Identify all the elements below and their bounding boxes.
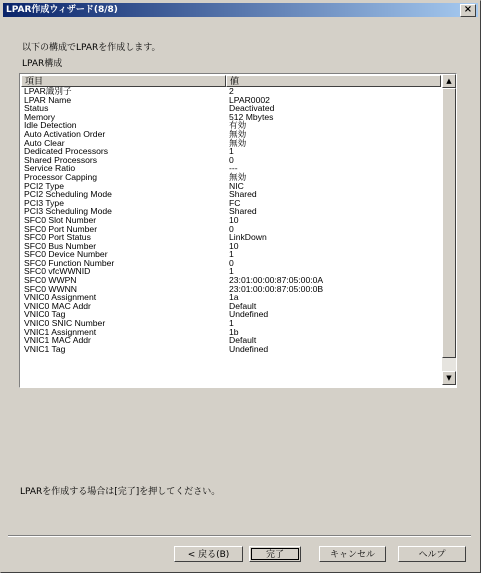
scroll-down-icon[interactable]: ▼ <box>442 371 456 385</box>
row-item: PCI2 Type <box>24 180 64 191</box>
row-item: VNIC0 MAC Addr <box>24 300 91 311</box>
row-item: SFC0 vfcWWNID <box>24 266 91 277</box>
row-value: Shared <box>229 206 257 217</box>
row-value: 512 Mbytes <box>229 111 274 122</box>
row-value: 0 <box>229 154 234 165</box>
row-value: 無効 <box>229 137 247 148</box>
footer-message: LPARを作成する場合は[完了]を押してください。 <box>20 487 221 497</box>
row-item: LPAR識別子 <box>24 86 72 96</box>
lpar-config-list[interactable] <box>19 73 457 388</box>
row-item: Service Ratio <box>24 163 76 174</box>
table-row[interactable] <box>21 345 441 354</box>
row-value: NIC <box>229 180 244 191</box>
row-item: VNIC1 MAC Addr <box>24 335 91 346</box>
row-value: LinkDown <box>229 232 267 243</box>
window-title: LPAR作成ウィザード(8/8) <box>6 5 118 15</box>
row-item: Status <box>24 103 49 114</box>
row-value: 1 <box>229 146 234 157</box>
finish-button[interactable]: 完了 <box>249 546 301 562</box>
row-item: Idle Detection <box>24 120 77 131</box>
close-icon[interactable]: × <box>460 4 476 17</box>
row-item: SFC0 Device Number <box>24 249 108 260</box>
row-item: Dedicated Processors <box>24 146 109 157</box>
cancel-button[interactable]: キャンセル <box>319 546 386 562</box>
row-item: VNIC0 SNIC Number <box>24 318 106 329</box>
row-value: 無効 <box>229 128 247 139</box>
row-value: 10 <box>229 240 239 251</box>
row-item: PCI3 Type <box>24 197 64 208</box>
row-value: 2 <box>229 86 234 96</box>
row-item: SFC0 Port Number <box>24 223 98 234</box>
row-value: Default <box>229 335 257 346</box>
row-value: 23:01:00:00:87:05:00:0A <box>229 275 324 286</box>
row-value: --- <box>229 163 238 174</box>
scroll-up-icon[interactable]: ▲ <box>442 74 456 88</box>
row-item: VNIC1 Tag <box>24 343 66 354</box>
row-value: Undefined <box>229 343 269 354</box>
title-bar[interactable] <box>3 3 478 17</box>
row-value: Undefined <box>229 309 269 320</box>
row-value: 10 <box>229 214 239 225</box>
row-item: Processor Capping <box>24 171 98 182</box>
row-item: PCI3 Scheduling Mode <box>24 206 112 217</box>
row-item: Auto Clear <box>24 137 65 148</box>
row-value: 0 <box>229 223 234 234</box>
row-item: SFC0 Function Number <box>24 257 115 268</box>
row-value: 有効 <box>229 120 247 131</box>
section-label: LPAR構成 <box>22 59 63 69</box>
row-value: 0 <box>229 257 234 268</box>
row-value: Deactivated <box>229 103 275 114</box>
list-viewport <box>21 75 441 386</box>
row-item: VNIC0 Assignment <box>24 292 97 303</box>
row-item: SFC0 Slot Number <box>24 214 97 225</box>
row-value: 1 <box>229 266 234 277</box>
row-value: 1b <box>229 326 239 337</box>
row-item: LPAR Name <box>24 94 72 105</box>
row-value: 23:01:00:00:87:05:00:0B <box>229 283 324 294</box>
row-item: SFC0 Port Status <box>24 232 91 243</box>
button-separator <box>8 535 471 537</box>
column-header-item[interactable]: 項目 <box>21 75 226 87</box>
row-value: 無効 <box>229 171 247 182</box>
scroll-thumb[interactable] <box>442 88 456 358</box>
row-item: Shared Processors <box>24 154 98 165</box>
help-button[interactable]: ヘルプ <box>398 546 466 562</box>
row-value: LPAR0002 <box>229 94 270 105</box>
row-item: Memory <box>24 111 56 122</box>
column-header-value[interactable]: 値 <box>226 75 441 87</box>
row-item: SFC0 WWNN <box>24 283 77 294</box>
row-value: 1 <box>229 249 234 260</box>
row-item: Auto Activation Order <box>24 128 106 139</box>
vertical-scrollbar[interactable] <box>442 74 456 385</box>
intro-text: 以下の構成でLPARを作成します。 <box>22 43 161 53</box>
row-item: SFC0 WWPN <box>24 275 77 286</box>
row-value: Default <box>229 300 257 311</box>
row-value: FC <box>229 197 241 208</box>
back-button[interactable]: < 戻る(B) <box>174 546 243 562</box>
row-item: VNIC0 Tag <box>24 309 66 320</box>
row-value: Shared <box>229 189 257 200</box>
row-item: SFC0 Bus Number <box>24 240 97 251</box>
row-item: VNIC1 Assignment <box>24 326 97 337</box>
list-rows <box>21 87 441 353</box>
row-value: 1 <box>229 318 234 329</box>
row-item: PCI2 Scheduling Mode <box>24 189 112 200</box>
row-value: 1a <box>229 292 239 303</box>
